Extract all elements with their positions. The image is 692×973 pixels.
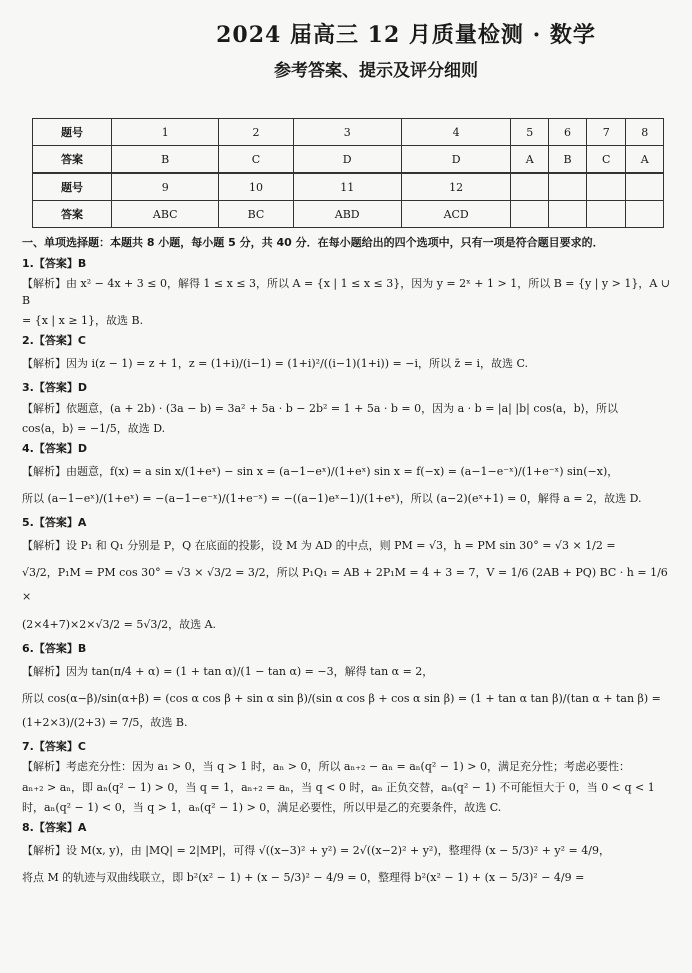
table-cell: BC	[219, 201, 293, 228]
explanation-line: 【解析】由题意，f(x) = a sin x/(1+eˣ) − sin x = (a−1−eˣ)/(1+eˣ) sin x = f(−x) = (a−1−e⁻ˣ)/(1+e⁻ˣ) sin(−x)，	[22, 464, 619, 478]
table-cell	[548, 201, 586, 228]
answer-3: 3.【答案】D	[22, 381, 87, 395]
table-cell: 4	[401, 119, 511, 146]
answer-7: 7.【答案】C	[22, 740, 86, 754]
row-label: 题号	[33, 173, 112, 201]
explanation-line: (2×4+7)×2×√3/2 = 5√3/2，故选 A.	[22, 617, 217, 631]
table-cell: B	[112, 146, 219, 174]
explanation-line: cos⟨a，b⟩ = −1/5，故选 D.	[22, 421, 166, 435]
table-cell: C	[219, 146, 293, 174]
table-cell: 7	[587, 119, 626, 146]
table-cell	[626, 173, 664, 201]
table-row	[33, 201, 664, 228]
table-row	[33, 173, 664, 201]
answer-5: 5.【答案】A	[22, 516, 87, 530]
table-cell: ABC	[112, 201, 219, 228]
table-cell: 6	[548, 119, 586, 146]
explanation-line: 【解析】考虑充分性：因为 a₁ > 0，当 q > 1 时，aₙ > 0，所以 aₙ₊₂ − aₙ = aₙ(q² − 1) > 0，满足充分性；考虑必要性：	[22, 760, 630, 774]
table-cell: D	[401, 146, 511, 174]
table-cell: D	[293, 146, 401, 174]
explanation-line: 所以 cos(α−β)/sin(α+β) = (cos α cos β + sin α sin β)/(sin α cos β + cos α sin β) = (1 + tan α tan β)/(tan α + tan β) = (1+2×3)/(2+3) = 7/5，故选 B.	[22, 692, 661, 730]
explanation-line: = {x | x ≥ 1}，故选 B.	[22, 314, 144, 328]
explanation-line: 【解析】因为 i(z − 1) = z + 1，z = (1+i)/(i−1) = (1+i)²/((i−1)(1+i)) = −i，所以 z̄ = i，故选 C.	[22, 357, 528, 371]
answer-8: 8.【答案】A	[22, 820, 87, 834]
answer-2: 2.【答案】C	[22, 334, 86, 348]
explanation-line: √3/2，P₁M = PM cos 30° = √3 × √3/2 = 3/2，所以 P₁Q₁ = AB + 2P₁M = 4 + 3 = 7，V = 1/6 (2AB + PQ) BC · h = 1/6 ×	[22, 566, 668, 604]
table-cell: 3	[293, 119, 401, 146]
table-cell	[587, 173, 626, 201]
table-cell: 12	[401, 173, 511, 201]
explanation-line: 将点 M 的轨迹与双曲线联立，即 b²(x² − 1) + (x − 5/3)² − 4/9 = 0，整理得 b²(x² − 1) + (x − 5/3)² − 4/9 =	[22, 870, 585, 884]
table-cell: 2	[219, 119, 293, 146]
table-cell	[548, 173, 586, 201]
explanation-line: 【解析】因为 tan(π/4 + α) = (1 + tan α)/(1 − tan α) = −3，解得 tan α = 2，	[22, 664, 434, 678]
page-subtitle: 参考答案、提示及评分细则	[274, 61, 478, 81]
table-cell: ABD	[293, 201, 401, 228]
explanation-line: 【解析】由 x² − 4x + 3 ≤ 0，解得 1 ≤ x ≤ 3，所以 A = {x | 1 ≤ x ≤ 3}，因为 y = 2ˣ + 1 > 1，所以 B = {y | y > 1}，A ∪ B	[22, 277, 671, 308]
row-label: 答案	[33, 146, 112, 174]
explanation-line: 【解析】设 M(x, y)，由 |MQ| = 2|MP|，可得 √((x−3)² + y²) = 2√((x−2)² + y²)，整理得 (x − 5/3)² + y² = 4/9，	[22, 843, 610, 857]
answer-4: 4.【答案】D	[22, 441, 87, 455]
table-cell: 11	[293, 173, 401, 201]
table-cell: A	[511, 146, 548, 174]
table-cell: B	[548, 146, 586, 174]
explanation-line: 时，aₙ(q² − 1) < 0，当 q > 1，aₙ(q² − 1) > 0，满足必要性，所以甲是乙的充要条件，故选 C.	[22, 800, 502, 814]
table-cell: 1	[112, 119, 219, 146]
table-cell: ACD	[401, 201, 511, 228]
explanation-line: aₙ₊₂ > aₙ，即 aₙ(q² − 1) > 0，当 q = 1，aₙ₊₂ = aₙ，当 q < 0 时，aₙ 正负交替，aₙ(q² − 1) 不可能恒大于 0，当 0 < q < 1	[22, 780, 655, 794]
table-cell	[511, 173, 548, 201]
section-heading: 一、单项选择题：本题共 8 小题，每小题 5 分，共 40 分．在每小题给出的四个选项中，只有一项是符合题目要求的．	[22, 236, 604, 249]
explanation-line: 【解析】依题意，(a + 2b) · (3a − b) = 3a² + 5a · b − 2b² = 1 + 5a · b = 0，因为 a · b = |a| |b| cos⟨a，b⟩，所以	[22, 401, 618, 415]
solutions-body	[22, 234, 672, 893]
answer-table	[32, 118, 664, 228]
table-row	[33, 119, 664, 146]
explanation-line: 【解析】设 P₁ 和 Q₁ 分别是 P，Q 在底面的投影，设 M 为 AD 的中点，则 PM = √3，h = PM sin 30° = √3 × 1/2 =	[22, 539, 616, 553]
table-cell	[626, 201, 664, 228]
table-cell: 5	[511, 119, 548, 146]
table-cell: 10	[219, 173, 293, 201]
table-cell: 8	[626, 119, 664, 146]
answer-6: 6.【答案】B	[22, 641, 87, 655]
table-cell: 9	[112, 173, 219, 201]
answer-1: 1.【答案】B	[22, 257, 87, 271]
table-cell: C	[587, 146, 626, 174]
row-label: 题号	[33, 119, 112, 146]
table-cell: A	[626, 146, 664, 174]
row-label: 答案	[33, 201, 112, 228]
page-title: 2024 届高三 12 月质量检测 · 数学	[216, 22, 596, 48]
table-cell	[511, 201, 548, 228]
explanation-line: 所以 (a−1−eˣ)/(1+eˣ) = −(a−1−e⁻ˣ)/(1+e⁻ˣ) = −((a−1)eˣ−1)/(1+eˣ)，所以 (a−2)(eˣ+1) = 0，解得 a = 2，故选 D.	[22, 491, 642, 505]
table-cell	[587, 201, 626, 228]
table-row	[33, 146, 664, 174]
